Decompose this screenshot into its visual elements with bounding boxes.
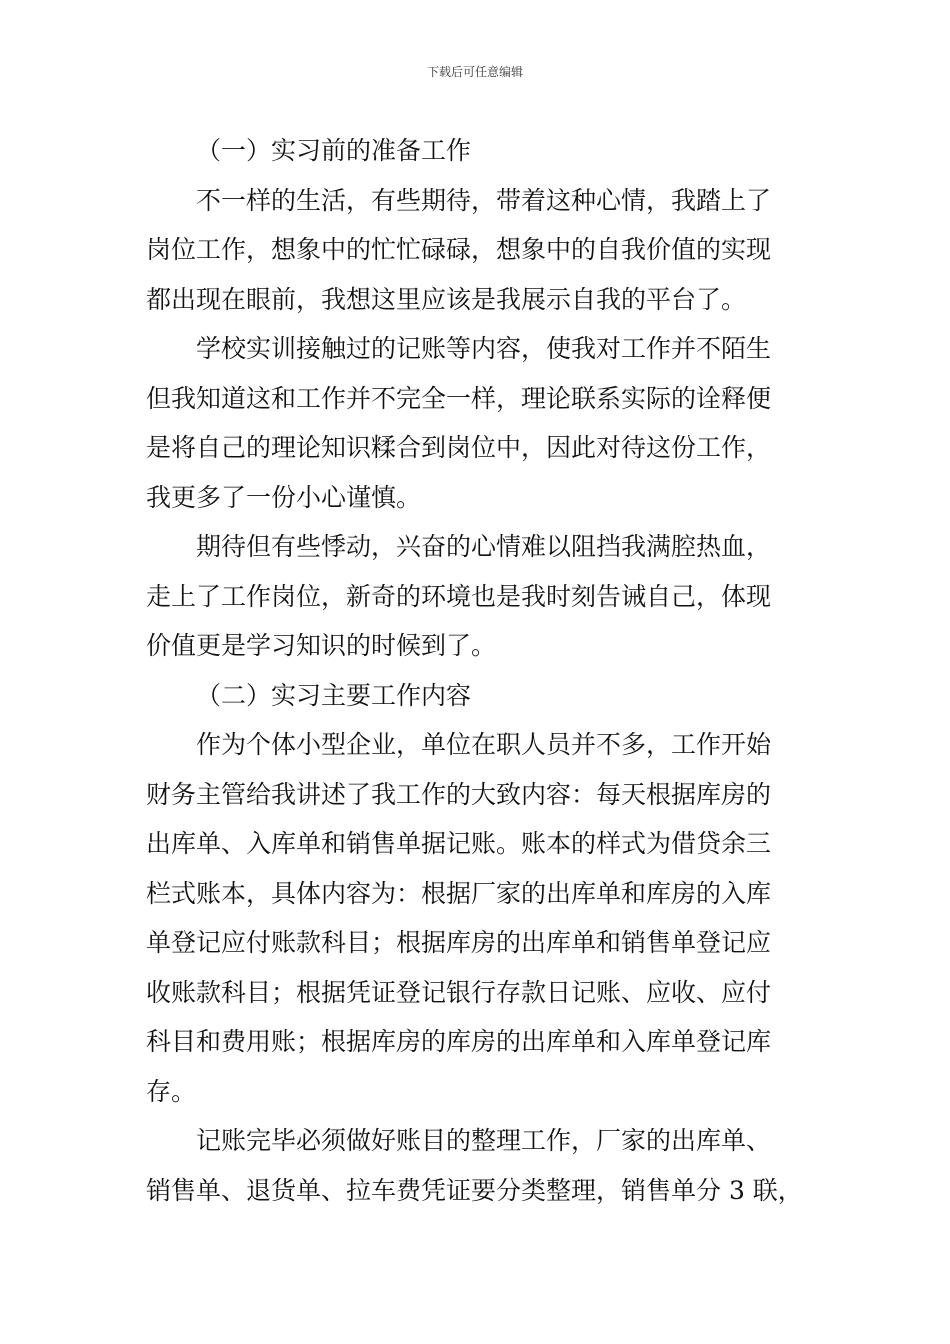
text-line: 出库单、入库单和销售单据记账。账本的样式为借贷余三 [146,829,772,858]
page-header: 下载后可任意编辑 [426,65,523,79]
text-line: 是将自己的理论知识糅合到岗位中，因此对待这份工作， [146,433,772,462]
text-line: 科目和费用账；根据库房的库房的出库单和入库单登记库 [146,1027,772,1056]
text-line: 记账完毕必须做好账目的整理工作，厂家的出库单、 [196,1126,772,1155]
section-heading: （二）实习主要工作内容 [196,680,472,710]
text-line: 财务主管给我讲述了我工作的大致内容：每天根据库房的 [146,779,772,809]
text-line: 价值更是学习知识的时候到了。 [146,631,497,660]
text-line: 学校实训接触过的记账等内容，使我对工作并不陌生 [196,334,772,363]
text-line: 栏式账本，具体内容为：根据厂家的出库单和库房的入库 [146,878,772,908]
text-line: 都出现在眼前，我想这里应该是我展示自我的平台了。 [146,284,747,314]
text-line: 期待但有些悸动，兴奋的心情难以阻挡我满腔热血， [196,532,772,561]
text-line: 存。 [146,1076,197,1106]
text-line: 收账款科目；根据凭证登记银行存款日记账、应收、应付 [146,977,772,1007]
text-line: 走上了工作岗位，新奇的环境也是我时刻告诫自己，体现 [146,581,772,611]
text-line: 不一样的生活，有些期待，带着这种心情，我踏上了 [196,185,772,215]
text-line: 单登记应付账款科目；根据库房的出库单和销售单登记应 [146,928,772,957]
text-line: 作为个体小型企业，单位在职人员并不多，工作开始 [196,730,772,759]
text-line: 岗位工作，想象中的忙忙碌碌，想象中的自我价值的实现 [146,235,772,264]
section-heading: （一）实习前的准备工作 [196,136,472,165]
text-line: 销售单、退货单、拉车费凭证要分类整理，销售单分 3 联， [146,1175,803,1205]
document-body [146,126,810,1215]
text-line: 但我知道这和工作并不完全一样，理论联系实际的诠释便 [146,383,772,413]
text-line: 我更多了一份小心谨慎。 [146,482,422,512]
